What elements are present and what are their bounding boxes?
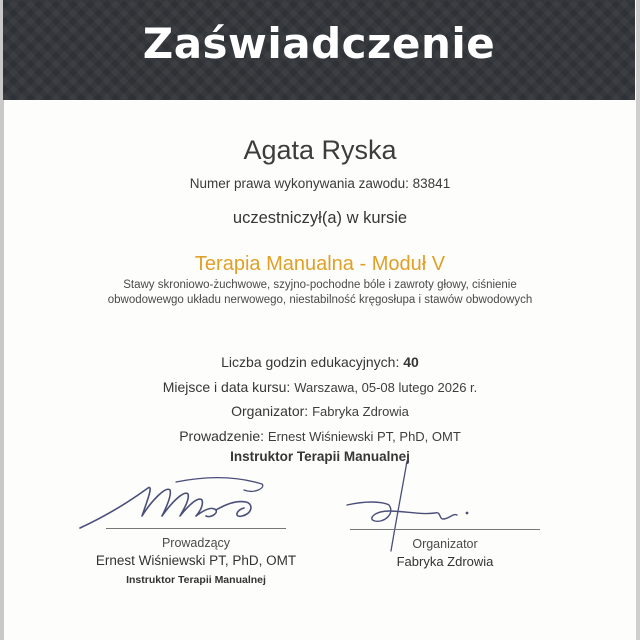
signature-line-left bbox=[106, 528, 286, 529]
instructor-title: Instruktor Terapii Manualnej bbox=[230, 449, 410, 464]
license-line bbox=[0, 175, 640, 193]
course-description bbox=[0, 278, 640, 307]
signature-role-right: Organizator bbox=[412, 537, 478, 551]
lead-value: Ernest Wiśniewski PT, PhD, OMT bbox=[267, 429, 461, 444]
signature-line-right bbox=[350, 529, 540, 530]
course-title: Terapia Manualna - Moduł V bbox=[194, 253, 446, 275]
place-label: Miejsce i data kursu: bbox=[162, 379, 291, 395]
hours-value: 40 bbox=[403, 354, 419, 370]
place-value: Warszawa, 05-08 lutego 2026 r. bbox=[294, 380, 478, 395]
hours-line bbox=[0, 353, 640, 371]
participation-text: uczestniczył(a) w kursie bbox=[232, 209, 408, 227]
hours-label: Liczba godzin edukacyjnych: bbox=[221, 354, 400, 370]
signature-name-left: Ernest Wiśniewski PT, PhD, OMT bbox=[95, 553, 297, 568]
signature-subtitle-left: Instruktor Terapii Manualnej bbox=[126, 574, 266, 586]
course-description-line-2: obwodowewgo układu nerwowego, niestabilność kręgosłupa i stawów obwodowych bbox=[107, 293, 533, 306]
course-description-line-1: Stawy skroniowo-żuchwowe, szyjno-pochodne bóle i zawroty głowy, ciśnienie bbox=[123, 279, 517, 291]
certificate-title: Zaświadczenie bbox=[142, 19, 496, 68]
signature-block-left bbox=[66, 470, 326, 590]
lead-label: Prowadzenie: bbox=[179, 428, 265, 444]
license-number: 83841 bbox=[412, 176, 451, 191]
signature-block-right bbox=[330, 455, 560, 590]
license-label: Numer prawa wykonywania zawodu: bbox=[189, 176, 409, 191]
organizer-value: Fabryka Zdrowia bbox=[312, 404, 409, 419]
signature-name-right: Fabryka Zdrowia bbox=[396, 554, 494, 569]
lead-line bbox=[0, 427, 640, 446]
handwritten-signature-left bbox=[76, 470, 276, 530]
place-date-line bbox=[0, 378, 640, 397]
organizer-label: Organizator: bbox=[231, 403, 309, 419]
organizer-line bbox=[0, 402, 640, 421]
certificate-header bbox=[3, 0, 635, 100]
page-border-right bbox=[636, 0, 640, 640]
signature-role-left: Prowadzący bbox=[161, 536, 231, 550]
participant-name: Agata Ryska bbox=[243, 135, 397, 165]
